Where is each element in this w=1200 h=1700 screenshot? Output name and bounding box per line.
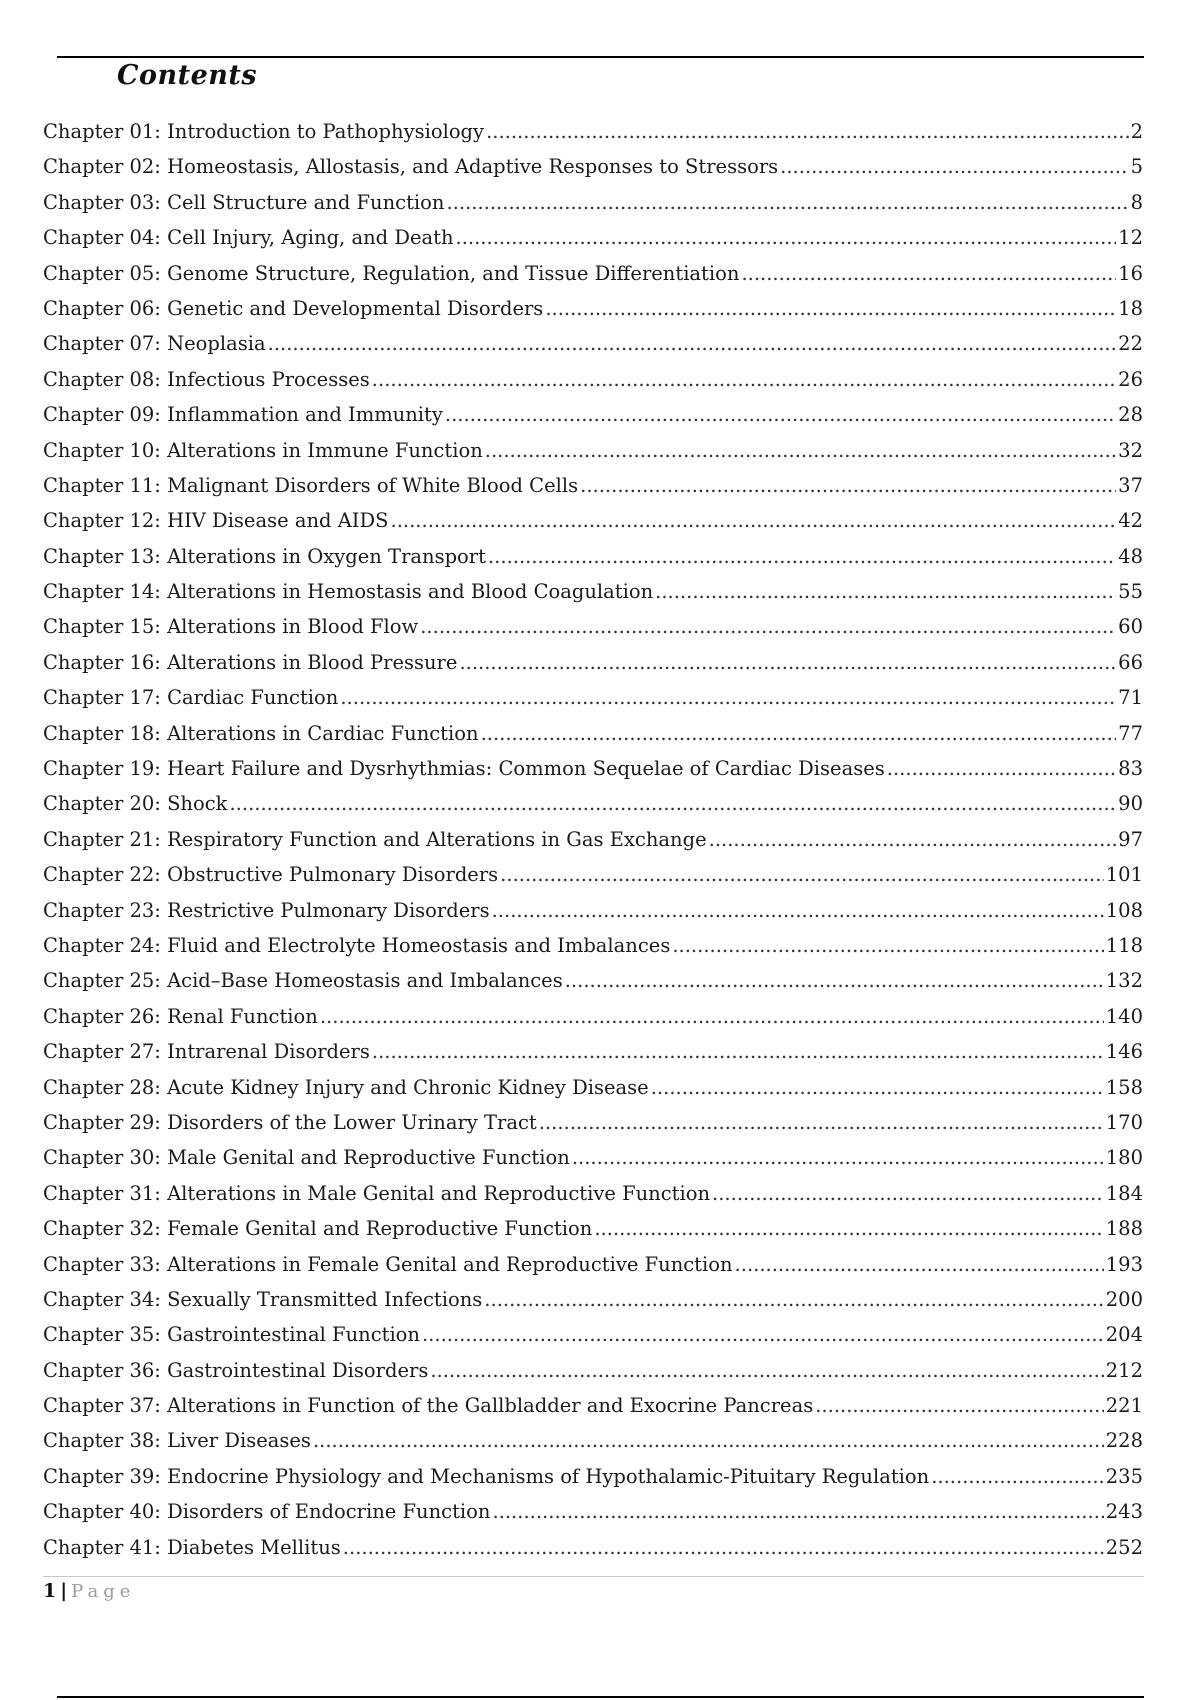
footer-separator: | (60, 1580, 68, 1602)
toc-entry-page: 55 (1118, 580, 1143, 604)
toc-leader-dots (651, 1070, 1104, 1105)
toc-entry[interactable] (43, 539, 1143, 574)
toc-entry-page: 252 (1105, 1535, 1143, 1559)
toc-leader-dots (539, 1105, 1104, 1140)
toc-entry-page: 22 (1118, 332, 1143, 356)
toc-entry-page: 66 (1118, 650, 1143, 674)
toc-entry-page: 101 (1105, 863, 1143, 887)
toc-entry-title: Chapter 06: Genetic and Developmental Disorders (43, 296, 544, 320)
toc-leader-dots (712, 1176, 1104, 1211)
toc-entry-page: 184 (1105, 1181, 1143, 1205)
toc-entry-page: 140 (1105, 1004, 1143, 1028)
toc-leader-dots (486, 114, 1129, 149)
toc-leader-dots (372, 1034, 1104, 1069)
toc-entry[interactable] (43, 786, 1143, 821)
toc-entry-title: Chapter 01: Introduction to Pathophysiology (43, 120, 485, 143)
table-of-contents (43, 114, 1143, 1565)
toc-leader-dots (488, 539, 1116, 574)
toc-leader-dots (492, 1494, 1103, 1529)
toc-entry[interactable] (43, 1247, 1143, 1282)
toc-entry-page: 90 (1118, 792, 1143, 816)
toc-entry-page: 12 (1118, 226, 1143, 250)
toc-entry[interactable] (43, 963, 1143, 998)
toc-entry-page: 48 (1118, 544, 1143, 568)
toc-entry-page: 60 (1118, 615, 1143, 639)
toc-leader-dots (735, 1247, 1104, 1282)
toc-entry[interactable] (43, 468, 1143, 503)
toc-leader-dots (340, 680, 1116, 715)
toc-leader-dots (422, 1317, 1104, 1352)
toc-entry[interactable] (43, 1388, 1143, 1423)
toc-entry[interactable] (43, 433, 1143, 468)
toc-entry-page: 228 (1105, 1429, 1143, 1453)
toc-entry-title: Chapter 24: Fluid and Electrolyte Homeostasis and Imbalances (43, 933, 671, 957)
toc-entry-page: 204 (1105, 1323, 1143, 1347)
toc-entry-title: Chapter 09: Inflammation and Immunity (43, 403, 443, 427)
toc-entry-title: Chapter 25: Acid–Base Homeostasis and Imbalances (43, 969, 563, 993)
toc-entry[interactable] (43, 1034, 1143, 1069)
toc-entry-page: 37 (1118, 473, 1143, 497)
toc-entry-page: 180 (1105, 1146, 1143, 1170)
toc-entry[interactable] (43, 574, 1143, 609)
toc-entry-title: Chapter 13: Alterations in Oxygen Transport (43, 544, 486, 568)
toc-entry-page: 16 (1118, 261, 1143, 285)
toc-leader-dots (459, 645, 1116, 680)
toc-entry-page: 28 (1118, 403, 1143, 427)
toc-entry[interactable] (43, 1459, 1143, 1494)
toc-entry-page: 108 (1105, 898, 1143, 922)
toc-entry[interactable] (43, 928, 1143, 963)
toc-leader-dots (815, 1388, 1104, 1423)
toc-entry-page: 212 (1105, 1358, 1143, 1382)
toc-entry-page: 193 (1105, 1252, 1143, 1276)
footer-page-number: 1 (43, 1580, 57, 1602)
toc-entry[interactable] (43, 503, 1143, 538)
toc-entry-page: 235 (1105, 1464, 1143, 1488)
toc-entry-page: 2 (1130, 120, 1143, 143)
toc-entry-title: Chapter 03: Cell Structure and Function (43, 190, 445, 214)
toc-entry[interactable] (43, 185, 1143, 220)
toc-entry-title: Chapter 20: Shock (43, 792, 228, 816)
toc-leader-dots (268, 326, 1117, 361)
toc-entry-title: Chapter 17: Cardiac Function (43, 686, 339, 710)
toc-entry-title: Chapter 36: Gastrointestinal Disorders (43, 1358, 429, 1382)
toc-entry-page: 188 (1105, 1217, 1143, 1241)
toc-entry[interactable] (43, 326, 1143, 361)
toc-entry-title: Chapter 26: Renal Function (43, 1004, 318, 1028)
toc-entry[interactable] (43, 1176, 1143, 1211)
toc-entry[interactable] (43, 999, 1143, 1034)
toc-entry-title: Chapter 37: Alterations in Function of the Gallbladder and Exocrine Pancreas (43, 1394, 814, 1418)
toc-entry[interactable] (43, 362, 1143, 397)
contents-title: Contents (117, 60, 258, 91)
toc-leader-dots (594, 1211, 1103, 1246)
toc-entry[interactable] (43, 751, 1143, 786)
toc-entry-page: 26 (1118, 367, 1143, 391)
toc-entry[interactable] (43, 149, 1143, 184)
toc-entry[interactable] (43, 1140, 1143, 1175)
toc-entry-title: Chapter 11: Malignant Disorders of White Blood Cells (43, 473, 579, 497)
toc-entry-title: Chapter 10: Alterations in Immune Function (43, 438, 483, 462)
toc-entry-title: Chapter 28: Acute Kidney Injury and Chronic Kidney Disease (43, 1075, 649, 1099)
toc-leader-dots (343, 1530, 1104, 1565)
toc-leader-dots (672, 928, 1103, 963)
toc-entry[interactable] (43, 1317, 1143, 1352)
bottom-rule (57, 1696, 1144, 1698)
toc-entry-page: 97 (1118, 827, 1143, 851)
toc-entry-page: 170 (1105, 1110, 1143, 1134)
toc-entry-page: 146 (1105, 1040, 1143, 1064)
footer-rule (43, 1576, 1144, 1577)
toc-leader-dots (229, 786, 1116, 821)
toc-entry-title: Chapter 34: Sexually Transmitted Infections (43, 1287, 483, 1311)
toc-entry[interactable] (43, 220, 1143, 255)
toc-entry-title: Chapter 32: Female Genital and Reproductive Function (43, 1217, 593, 1241)
toc-entry-page: 118 (1105, 933, 1143, 957)
toc-entry-title: Chapter 07: Neoplasia (43, 332, 266, 356)
toc-entry-title: Chapter 19: Heart Failure and Dysrhythmias: Common Sequelae of Cardiac Diseases (43, 757, 885, 781)
toc-leader-dots (887, 751, 1116, 786)
toc-entry[interactable] (43, 1070, 1143, 1105)
toc-entry-title: Chapter 12: HIV Disease and AIDS (43, 509, 389, 533)
toc-entry-page: 221 (1105, 1394, 1143, 1418)
toc-entry[interactable] (43, 716, 1143, 751)
toc-entry-page: 8 (1130, 190, 1143, 214)
toc-leader-dots (580, 468, 1116, 503)
page-footer (43, 1580, 135, 1602)
toc-leader-dots (931, 1459, 1104, 1494)
toc-entry-page: 83 (1118, 757, 1143, 781)
toc-entry[interactable] (43, 1211, 1143, 1246)
toc-leader-dots (741, 256, 1116, 291)
header-rule (57, 56, 1144, 58)
footer-page-label: Page (71, 1581, 136, 1602)
toc-leader-dots (420, 609, 1116, 644)
toc-leader-dots (572, 1140, 1104, 1175)
toc-entry[interactable] (43, 645, 1143, 680)
toc-leader-dots (313, 1423, 1104, 1458)
toc-leader-dots (780, 149, 1128, 184)
toc-entry[interactable] (43, 609, 1143, 644)
toc-entry[interactable] (43, 256, 1143, 291)
toc-entry-title: Chapter 21: Respiratory Function and Alterations in Gas Exchange (43, 827, 707, 851)
toc-entry-title: Chapter 14: Alterations in Hemostasis and Blood Coagulation (43, 580, 654, 604)
toc-entry[interactable] (43, 114, 1143, 149)
toc-entry[interactable] (43, 1105, 1143, 1140)
toc-entry-title: Chapter 29: Disorders of the Lower Urinary Tract (43, 1110, 537, 1134)
toc-entry-title: Chapter 33: Alterations in Female Genital and Reproductive Function (43, 1252, 733, 1276)
toc-entry-title: Chapter 05: Genome Structure, Regulation, and Tissue Differentiation (43, 261, 740, 285)
toc-leader-dots (372, 362, 1116, 397)
toc-entry-page: 77 (1118, 721, 1143, 745)
toc-leader-dots (391, 503, 1117, 538)
toc-entry-title: Chapter 02: Homeostasis, Allostasis, and Adaptive Responses to Stressors (43, 155, 779, 179)
toc-entry[interactable] (43, 1530, 1143, 1565)
toc-entry-title: Chapter 31: Alterations in Male Genital and Reproductive Function (43, 1181, 711, 1205)
toc-entry[interactable] (43, 857, 1143, 892)
toc-entry-page: 158 (1105, 1075, 1143, 1099)
toc-leader-dots (709, 822, 1117, 857)
toc-entry-page: 42 (1118, 509, 1143, 533)
toc-entry-title: Chapter 41: Diabetes Mellitus (43, 1535, 341, 1559)
toc-leader-dots (484, 1282, 1103, 1317)
toc-entry[interactable] (43, 1282, 1143, 1317)
toc-entry-page: 200 (1105, 1287, 1143, 1311)
toc-entry-title: Chapter 38: Liver Diseases (43, 1429, 311, 1453)
toc-entry-title: Chapter 18: Alterations in Cardiac Function (43, 721, 479, 745)
toc-entry-page: 32 (1118, 438, 1143, 462)
toc-entry-title: Chapter 30: Male Genital and Reproductive Function (43, 1146, 570, 1170)
toc-entry[interactable] (43, 1353, 1143, 1388)
toc-entry[interactable] (43, 1423, 1143, 1458)
toc-entry[interactable] (43, 822, 1143, 857)
toc-leader-dots (565, 963, 1104, 998)
toc-leader-dots (485, 433, 1116, 468)
toc-leader-dots (655, 574, 1116, 609)
toc-entry-title: Chapter 23: Restrictive Pulmonary Disorders (43, 898, 490, 922)
toc-leader-dots (500, 857, 1104, 892)
toc-leader-dots (456, 220, 1117, 255)
toc-entry-title: Chapter 27: Intrarenal Disorders (43, 1040, 370, 1064)
toc-entry-title: Chapter 35: Gastrointestinal Function (43, 1323, 420, 1347)
toc-leader-dots (492, 893, 1104, 928)
toc-entry-page: 132 (1105, 969, 1143, 993)
toc-entry-title: Chapter 40: Disorders of Endocrine Function (43, 1500, 491, 1524)
toc-leader-dots (446, 185, 1128, 220)
toc-entry-title: Chapter 16: Alterations in Blood Pressure (43, 650, 458, 674)
toc-entry-title: Chapter 22: Obstructive Pulmonary Disorders (43, 863, 499, 887)
toc-entry[interactable] (43, 1494, 1143, 1529)
toc-entry-page: 5 (1130, 155, 1143, 179)
toc-entry-page: 18 (1118, 296, 1143, 320)
toc-entry-title: Chapter 39: Endocrine Physiology and Mechanisms of Hypothalamic-Pituitary Regulation (43, 1464, 930, 1488)
toc-entry[interactable] (43, 680, 1143, 715)
toc-leader-dots (545, 291, 1116, 326)
toc-entry-page: 71 (1118, 686, 1143, 710)
toc-entry-page: 243 (1105, 1500, 1143, 1524)
toc-leader-dots (430, 1353, 1103, 1388)
toc-entry-title: Chapter 04: Cell Injury, Aging, and Death (43, 226, 454, 250)
toc-entry[interactable] (43, 893, 1143, 928)
toc-entry[interactable] (43, 291, 1143, 326)
toc-entry-title: Chapter 08: Infectious Processes (43, 367, 370, 391)
toc-entry-title: Chapter 15: Alterations in Blood Flow (43, 615, 419, 639)
toc-leader-dots (481, 716, 1117, 751)
toc-entry[interactable] (43, 397, 1143, 432)
toc-leader-dots (320, 999, 1104, 1034)
toc-leader-dots (445, 397, 1116, 432)
